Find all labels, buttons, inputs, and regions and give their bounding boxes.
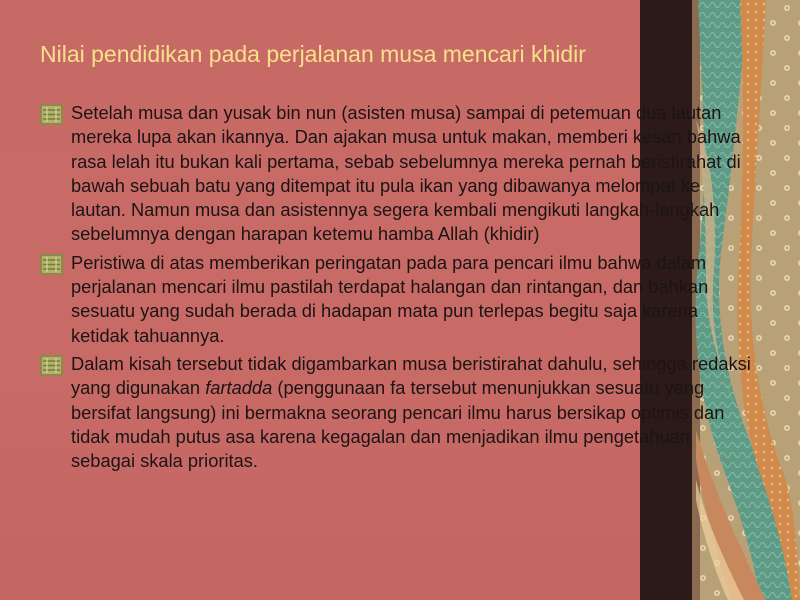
patterned-square-bullet-icon (40, 355, 63, 376)
bullet-text-emphasis: fartadda (205, 377, 273, 399)
bullet-item (40, 251, 760, 348)
bullet-item (40, 352, 760, 473)
bullet-text-after: (penggunaan fa tersebut menunjukkan sesuatu yang bersifat langsung) ini bermakna seorang pencari ilmu harus bersikap optimis dan tidak mudah putus asa karena kegagalan dan menjadikan ilmu pengetahuan sebagai skala prioritas. (71, 377, 725, 472)
bullet-item (40, 101, 760, 247)
bullet-text-before: Dalam kisah tersebut tidak digambarkan musa beristirahat dahulu, sehingga redaksi yang digunakan (71, 352, 751, 399)
bullet-text (71, 352, 751, 473)
patterned-square-bullet-icon (40, 104, 63, 125)
bullet-list (40, 101, 760, 477)
bullet-text: Peristiwa di atas memberikan peringatan pada para pencari ilmu bahwa dalam perjalanan mencari ilmu pastilah terdapat halangan dan rintangan, dan bahkan sesuatu yang sudah berada di hadapan mata pun terlepas begitu saja karena ketidak tahuannya. (71, 251, 709, 346)
slide-title: Nilai pendidikan pada perjalanan musa mencari khidir (40, 41, 586, 67)
bullet-text: Setelah musa dan yusak bin nun (asisten musa) sampai di petemuan dua lautan mereka lupa akan ikannya. Dan ajakan musa untuk makan, memberi kesan bahwa rasa lelah itu bukan kali pertama, sebab sebelumnya mereka pernah beristirahat di bawah sebuah batu yang ditempat itu pula ikan yang dibawanya melompat ke lautan. Namun musa dan asistennya segera kembali mengikuti langkah-langkah sebelumnya dengan harapan ketemu hamba Allah (khidir) (71, 102, 741, 245)
patterned-square-bullet-icon (40, 254, 63, 275)
